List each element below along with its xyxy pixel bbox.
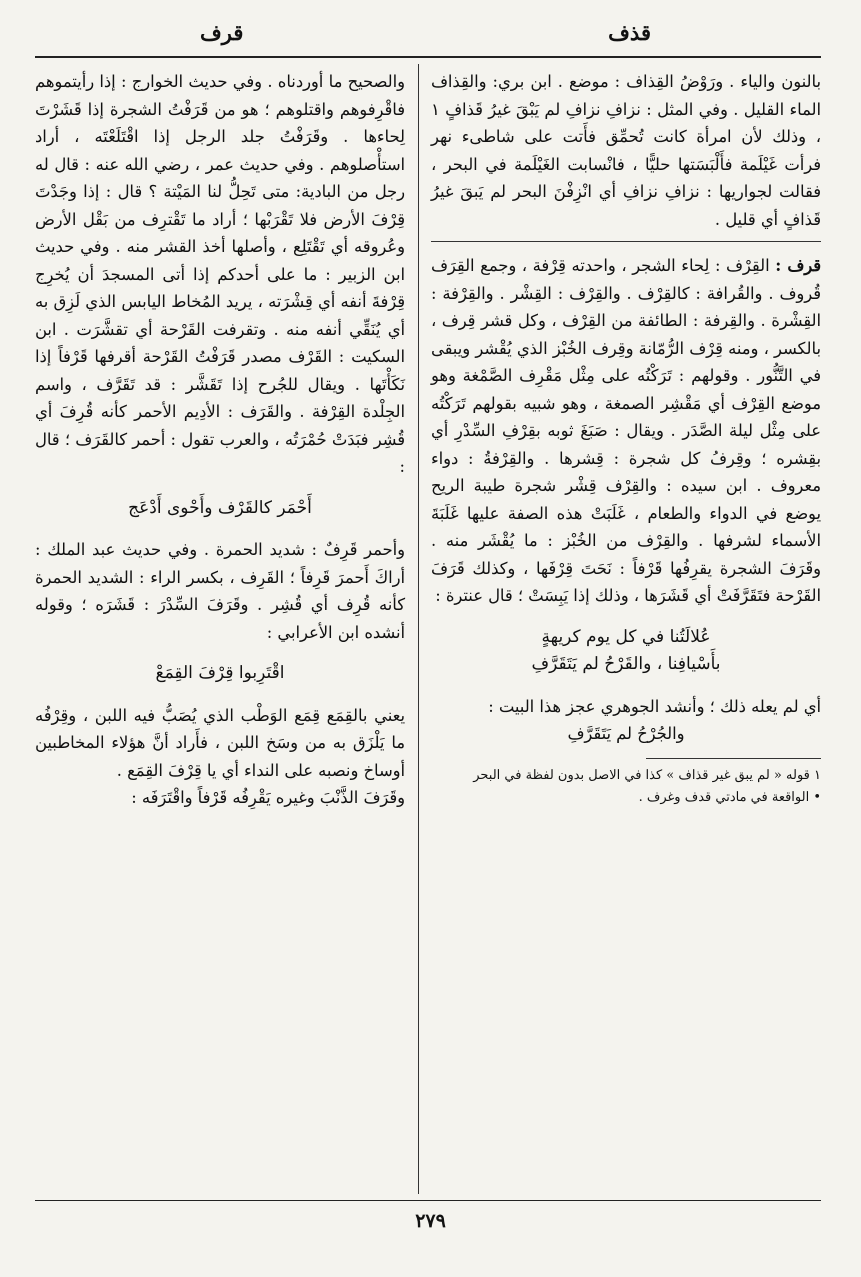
- header-left-word: قرف: [200, 20, 244, 45]
- left-column: [35, 68, 405, 812]
- verse-hemistich: والجُرْحُ لم يَتَقَرَّفِ: [567, 724, 685, 743]
- entry-body: القِرْف : لِحاء الشجر ، واحدته قِرْفة ، وجمع القِرَف قُروف . والقُرافة : كالقِرْف . والقِرْف : القِشْر . والقِرْفة : القِشْرة . والقِرفة : الطائفة من القِرْف ، وكل قشر قِرف ، بالكسر ، ومنه قِرْف الرُّمّانة وقِرف الخُبْز الذي يُقْشر ويبقى في التَّنُّور . وقولهم : تَرَكْتُه على مِثْل مَقْرِف الصَّمْغة وهو موضع القِرْف أي مَقْشِر الصمغة ، وهو شبيه بقولهم تَرَكْتُه على مِثْل ليلة الصَّدَر . ويقال : صَبَغَ ثوبه بقِرْفِ السِّدْرِ أي بقِشره ؛ وقِرفُ كل شجرة : قِشرها . والقِرْفةُ : دواء معروف . ابن سيده : والقِرْف قِشْر شجرة طيبة الريح يوضع في الدواء والطعام ، غَلَبَتْ هذه الصفة عليها غَلَبَةَ الأسماء لشرفها . والقِرْف من الخُبْز : ما يُقْشَر منه . وقَرَفَ الشجرة يقرِفُها قَرْفاً : نَحَتَ قِرْفَها ، وكذلك قَرَفَ القَرْحة فتَقَرَّفَتْ أي قَشَرَها ، وذلك إذا يَبِسَتْ ؛ قال عنترة :: [431, 256, 821, 605]
- footnote-rule: [646, 758, 822, 759]
- footnote: [431, 765, 821, 809]
- paragraph-jawhari: أي لم يعله ذلك ؛ وأنشد الجوهري عجز هذا البيت :: [488, 696, 821, 716]
- entry-headword: قرف :: [775, 256, 821, 275]
- paragraph-qima-explained: يعني بالقِمَع قِمَع الوَطْب الذي يُصَبُّ فيه اللبن ، وقِرْفُه ما يَلْزَق به من وسَخ اللبن ، فأَراد أنَّ هؤلاء المخاطبين أوساخ ونصبه على النداء أي يا قِرْفَ القِمَع .: [35, 705, 405, 780]
- header-rule: [35, 56, 821, 58]
- column-divider: [418, 64, 419, 1194]
- verse-line-1: عُلالَتُنا في كل يوم كريهةٍ: [541, 626, 711, 647]
- footer-rule: [35, 1200, 821, 1201]
- verse-line-2: بأَسْيافِنا ، والقَرْحُ لم يَتَقَرَّفِ: [531, 654, 721, 674]
- verse-antara: [431, 624, 821, 679]
- entry-qarf-start: [431, 252, 821, 610]
- paragraph-ahmar-qarif: وأحمر قَرِفٌ : شديد الحمرة . وفي حديث عبد الملك : أراكَ أَحمرَ قَرِفاً ؛ القَرِف ، بكسر الراء : الشديد الحمرة كأنه قُرِف أي قُشِر . وقَرَفَ السِّدْرَ : قَشَرَه ؛ وقوله أنشده ابن الأعرابي :: [35, 540, 405, 642]
- paragraph-qarafa-dhanb: وقَرَفَ الذَّنْبَ وغيره يَقْرِفُه قَرْفاً واقْتَرَفَه :: [131, 788, 405, 807]
- page-number: ٢٧٩: [415, 1210, 446, 1232]
- header-right-word: قذف: [608, 20, 651, 45]
- right-column: [431, 68, 821, 809]
- footnote-line-2: • الواقعة في مادتي قدف وغرف .: [638, 789, 821, 805]
- verse-ahmar: أَحْمَر كالقَرْف وأَحْوى أَدْعَج: [128, 497, 312, 518]
- paragraph-khawarij: والصحيح ما أوردناه . وفي حديث الخوارج : إذا رأيتموهم فاقْرِفوهم واقتلوهم ؛ هو من قَرَفْتُ الشجرة إذا قَشَرْتَ لِحاءها . وقَرَفْتُ جلد الرجل إذا اقْتَلَعْتَه ، أراد استأْصلوهم . وفي حديث عمر ، رضي الله عنه : قال له رجل من البادية: متى تَحِلُّ لنا المَيْتة ؟ قال : إذا وجَدْتَ قِرْفَ الأرض فلا تَقْرَبْها ؛ أراد ما تَقْترِف من بَقْل الأرض وعُروقه أي تَقْتَلِع ، وأصلها أخذ القشر منه . وفي حديث ابن الزبير : ما على أحدكم إذا أتى المسجدَ أن يُخرِج قِرْفةَ أنفه أي قِشْرَته ، يريد المُخاط اليابس الذي لَزِق به أي يُنَقِّي أنفه منه . وتقرفت القَرْحة أي تقشَّرَت . ابن السكيت : القَرْف مصدر قَرَفْتُ القَرْحة أقرفها قَرْفاً إذا نَكَأْتَها . ويقال للجُرح إذا تَقَشَّر : قد تَقَرَّف ، واسم الجِلْدة القِرْفة . والقَرَف : الأدِيم الأحمر كأنه قُرِفَ أي قُشِر فبَدَتْ حُمْرَتُه ، والعرب تقول : أحمر كالقَرَف ؛ قال :: [35, 72, 405, 476]
- verse-qima: اقْتَرِبوا قِرْفَ القِمَعْ: [155, 663, 285, 683]
- paragraph-qadhf-end: بالنون والياء . ورَوْضُ القِذاف : موضع . ابن بري: والقِذاف الماء القليل . وفي المثل : نزافِ نزافِ لم يَبْقَ غيرُ قَذافٍ ١ ، وذلك لأن امرأة كانت تُحمِّق فأَتت على شاطىء نهر فرأت غَيْلَمة فأَلْبَسَتها حليًّا ، فانْسابت الغَيْلَمة في البحر ، فقالت لجواريها : نزافِ نزافِ أي انْزِفْنَ البحر لم يَبقَ غيرُ قَذافٍ أي قليل .: [431, 72, 821, 229]
- footnote-line-1: ١ قوله « لم يبق غير قذاف » كذا في الاصل بدون لفظة في البحر: [473, 767, 821, 783]
- entry-separator: [431, 241, 821, 242]
